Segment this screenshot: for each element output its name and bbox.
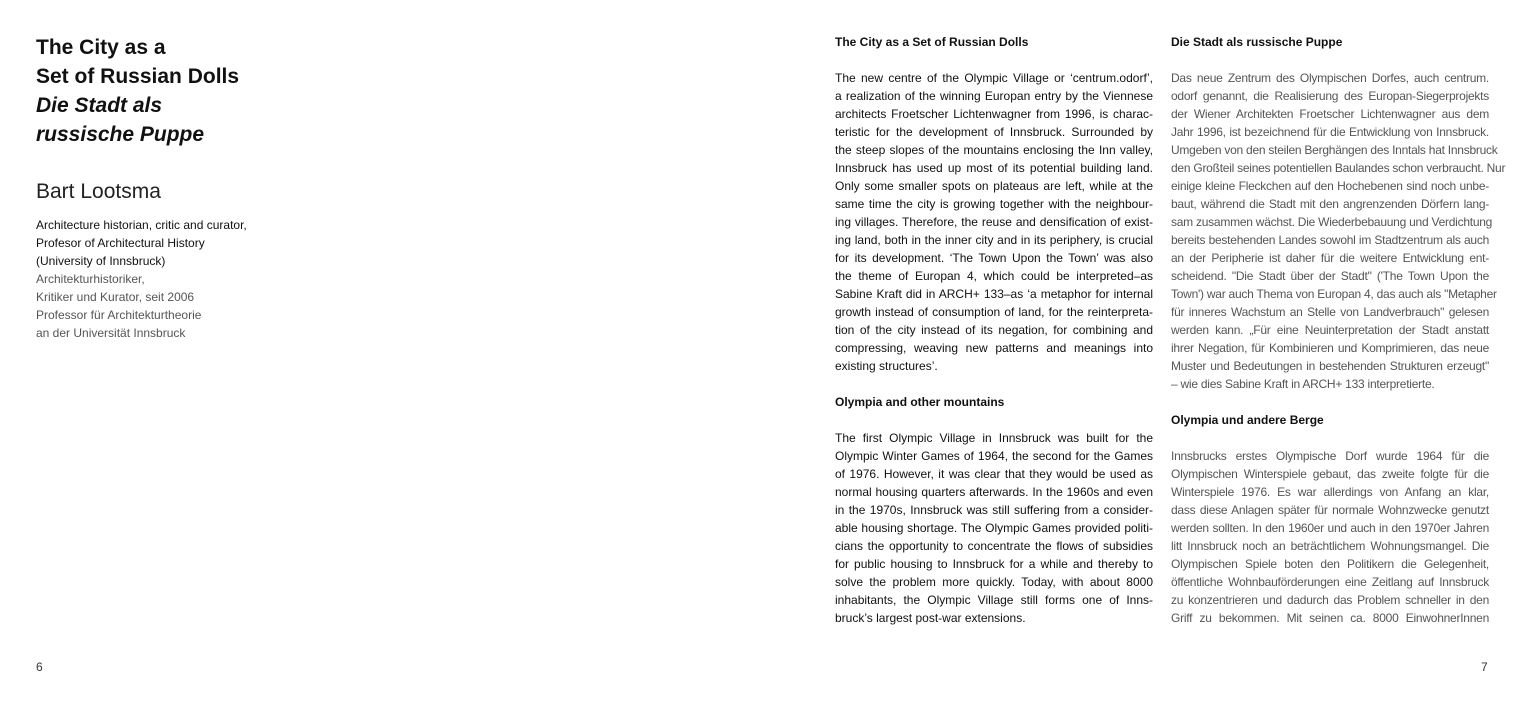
section-heading: Olympia and other mountains: [835, 395, 1005, 409]
text-line: dass diese Anlagen später für normale Wohnzwecke genutzt: [1171, 503, 1489, 517]
bio-line-en: (University of Innsbruck): [36, 254, 166, 268]
text-line: ihrer Negation, für Kombinieren und Komprimieren, das neue: [1171, 341, 1489, 355]
bio-line-de: Professor für Architekturtheorie: [36, 308, 202, 322]
text-line: able housing shortage. The Olympic Games provided politi-: [835, 521, 1153, 535]
english-paragraph-2: [835, 429, 1153, 627]
text-line: of 1976. However, it was clear that they would be used as: [835, 467, 1153, 481]
text-line: architects Froetscher Lichtenwagner from 1996, is charac-: [835, 107, 1153, 121]
text-line: solve the problem more quickly. Today, with about 8000: [835, 575, 1153, 589]
text-line: normal housing quarters afterwards. In the 1960s and even: [835, 485, 1153, 499]
text-line: compressing, weaving new patterns and meanings into: [835, 341, 1153, 355]
text-line: cians the opportunity to concentrate the flows of subsidies: [835, 539, 1153, 553]
text-line: the steep slopes of the mountains enclosing the Inn valley,: [835, 143, 1153, 157]
spacer: [835, 51, 1153, 69]
text-line: scheidend. "Die Stadt über der Stadt" ('The Town Upon the: [1171, 269, 1489, 283]
text-line: teristic for the development of Innsbruck. Surrounded by: [835, 125, 1153, 139]
english-column: [835, 33, 1153, 627]
bio-line-en: Architecture historian, critic and curator,: [36, 218, 247, 232]
spacer: [1171, 51, 1489, 69]
text-line: einige kleine Fleckchen auf den Hochebenen sind noch unbe-: [1171, 179, 1489, 193]
bio-line-en: Profesor of Architectural History: [36, 236, 205, 250]
text-line: the theme of Europan 4, which could be interpreted–as: [835, 269, 1153, 283]
text-line: öffentliche Wohnbauförderungen eine Zeitlang auf Innsbruck: [1171, 575, 1489, 589]
page-number-right: 7: [1481, 660, 1488, 674]
bio-line-de: Architekturhistoriker,: [36, 272, 145, 286]
text-line: ing villages. Therefore, the reuse and densification of exist-: [835, 215, 1153, 229]
text-line: Innsbruck has used up most of its potential building land.: [835, 161, 1153, 175]
text-line: sam zusammen wächst. Die Wiederbebauung und Verdichtung: [1171, 215, 1493, 229]
english-paragraph-1: [835, 69, 1153, 375]
text-line: Das neue Zentrum des Olympischen Dorfes, auch centrum.: [1171, 71, 1489, 85]
spacer: [835, 375, 1153, 393]
spacer: [835, 411, 1153, 429]
text-line: The first Olympic Village in Innsbruck was built for the: [835, 431, 1153, 445]
text-line: a realization of the winning Europan entry by the Viennese: [835, 89, 1153, 103]
text-line: in the 1970s, Innsbruck was still suffering from a consider-: [835, 503, 1153, 517]
text-line: Olympischen Spiele boten den Politikern die Gelegenheit,: [1171, 557, 1489, 571]
spacer: [1171, 429, 1489, 447]
text-line: ing land, both in the inner city and in its periphery, is crucial: [835, 233, 1153, 247]
text-line: Olympic Winter Games of 1964, the second for the Games: [835, 449, 1153, 463]
text-line: – wie dies Sabine Kraft in ARCH+ 133 interpretierte.: [1171, 377, 1435, 391]
text-line: The new centre of the Olympic Village or ‘centrum.odorf’,: [835, 71, 1153, 85]
text-line: Umgeben von den steilen Berghängen des Inntals hat Innsbruck: [1171, 143, 1498, 157]
text-line: an der Peripherie ist daher für die weitere Entwicklung ent-: [1171, 251, 1489, 265]
text-line: zu konzentrieren und dadurch das Problem schneller in den: [1171, 593, 1489, 607]
title-line-german: Die Stadt als: [36, 94, 163, 117]
german-paragraph-2: [1171, 447, 1489, 627]
text-line: same time the city is growing together with the neighbour-: [835, 197, 1153, 211]
text-line: growth instead of consumption of land, for the reinterpreta-: [835, 305, 1153, 319]
text-line: Winterspiele 1976. Es war allerdings von Anfang an klar,: [1171, 485, 1489, 499]
text-line: Only some smaller spots on plateaus are left, while at the: [835, 179, 1153, 193]
bio-line-de: Kritiker und Kurator, seit 2006: [36, 290, 195, 304]
author-bio: [36, 216, 316, 342]
german-paragraph-1: [1171, 69, 1506, 393]
text-line: bereits bestehenden Landes sowohl im Stadtzentrum als auch: [1171, 233, 1489, 247]
text-line: odorf genannt, die Realisierung des Europan-Siegerprojekts: [1171, 89, 1489, 103]
section-heading: Die Stadt als russische Puppe: [1171, 35, 1343, 49]
text-line: baut, während die Stadt mit den angrenzenden Dörfern lang-: [1171, 197, 1489, 211]
text-line: für inneres Wachstum an Stelle von Landverbrauch" gelesen: [1171, 305, 1489, 319]
text-line: existing structures’.: [835, 359, 938, 373]
text-line: Innsbrucks erstes Olympische Dorf wurde 1964 für die: [1171, 449, 1489, 463]
section-heading: The City as a Set of Russian Dolls: [835, 35, 1029, 49]
bio-line-de: an der Universität Innsbruck: [36, 326, 186, 340]
page-number-left: 6: [36, 660, 43, 674]
text-line: Town') war auch Thema von Europan 4, das auch als "Metapher: [1171, 287, 1497, 301]
text-line: bruck’s largest post-war extensions.: [835, 611, 1026, 625]
title-line: Set of Russian Dolls: [36, 65, 240, 88]
spacer: [1171, 393, 1489, 411]
text-line: der Wiener Architekten Froetscher Lichtenwagner aus dem: [1171, 107, 1489, 121]
text-line: for public housing to Innsbruck for a while and thereby to: [835, 557, 1153, 571]
text-line: Griff zu bekommen. Mit seinen ca. 8000 EinwohnerInnen: [1171, 611, 1489, 625]
text-line: Sabine Kraft did in ARCH+ 133–as ‘a metaphor for internal: [835, 287, 1153, 301]
author-name: Bart Lootsma: [36, 180, 161, 203]
text-line: werden kann. „Für eine Neuinterpretation der Stadt anstatt: [1171, 323, 1489, 337]
title-line: The City as a: [36, 36, 166, 59]
text-line: tion of the city instead of its negation, for combining and: [835, 323, 1153, 337]
text-line: inhabitants, the Olympic Village still forms one of Inns-: [835, 593, 1153, 607]
text-line: Jahr 1996, ist bezeichnend für die Entwicklung von Innsbruck.: [1171, 125, 1489, 139]
section-heading: Olympia und andere Berge: [1171, 413, 1324, 427]
text-line: werden sollten. In den 1960er und auch in den 1970er Jahren: [1171, 521, 1489, 535]
text-line: litt Innsbruck noch an beträchtlichem Wohnungsmangel. Die: [1171, 539, 1489, 553]
text-line: den Großteil seines potentiellen Baulandes schon verbraucht. Nur: [1171, 161, 1506, 175]
german-column: [1171, 33, 1506, 627]
text-line: for its development. ‘The Town Upon the Town’ was also: [835, 251, 1153, 265]
title-line-german: russische Puppe: [36, 123, 205, 146]
text-line: Olympischen Winterspiele gebaut, das zweite folgte für die: [1171, 467, 1489, 481]
page-title: [36, 33, 336, 149]
text-line: Muster und Bedeutungen in bestehenden Strukturen erzeugt": [1171, 359, 1489, 373]
